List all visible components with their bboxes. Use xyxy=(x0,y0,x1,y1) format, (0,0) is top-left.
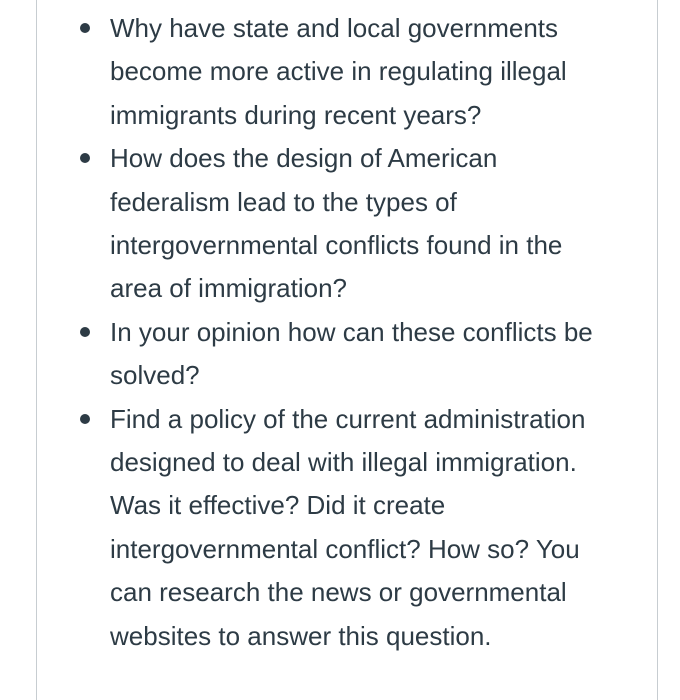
bullet-icon xyxy=(80,153,90,163)
question-text: How does the design of American federalism lead to the types of intergovernmental conflicts found in the area of immigration? xyxy=(110,143,563,304)
list-item xyxy=(60,398,640,658)
bullet-icon xyxy=(80,327,90,337)
question-text: Why have state and local governments become more active in regulating illegal immigrants during recent years? xyxy=(110,13,567,130)
content-border-left xyxy=(36,0,37,700)
list-item xyxy=(60,137,640,311)
list-item xyxy=(60,311,640,398)
question-text: Find a policy of the current administration designed to deal with illegal immigration. Was it effective? Did it create intergovernmental conflict? How so? You can research the news or governmental websites to answer this question. xyxy=(110,403,586,651)
bullet-icon xyxy=(80,414,90,424)
question-text: In your opinion how can these conflicts be solved? xyxy=(110,316,593,391)
discussion-prompt-body xyxy=(60,0,640,651)
list-item xyxy=(60,7,640,137)
question-list xyxy=(60,7,640,658)
content-border-right xyxy=(657,0,658,700)
bullet-icon xyxy=(80,23,90,33)
